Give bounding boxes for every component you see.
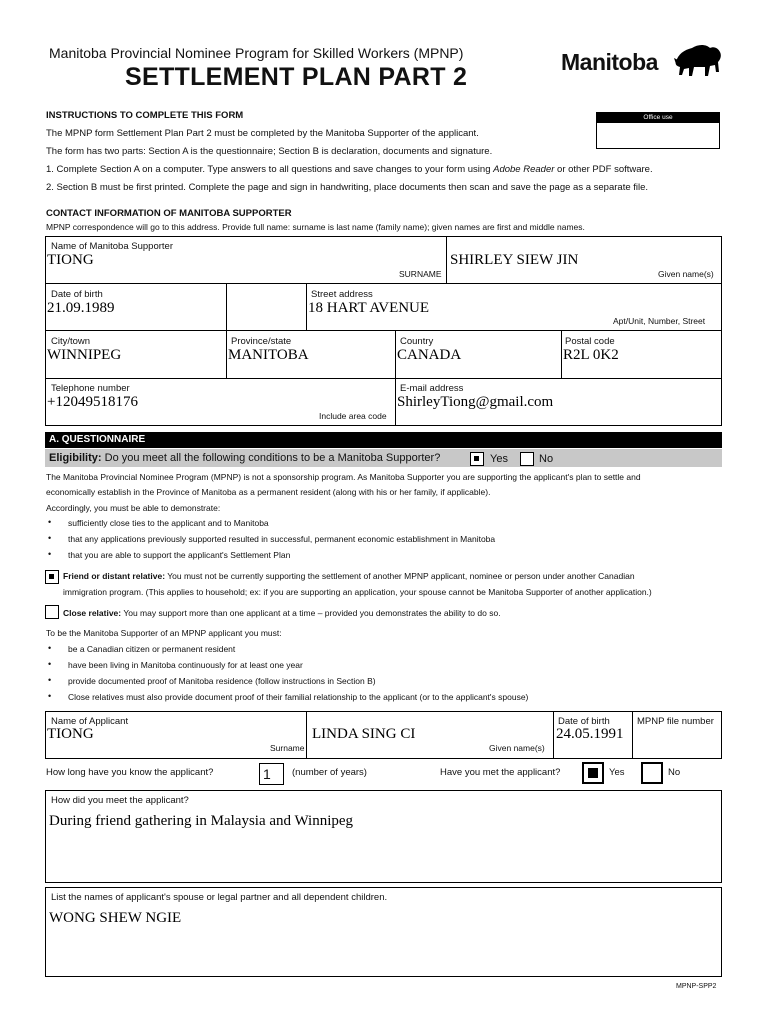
close-text: You may support more than one applicant at a time – provided you demonstrates the ability to do so. [121,608,501,618]
instruction-text: or other PDF software. [554,164,653,175]
supporter-surname-field[interactable]: TIONG [47,252,94,268]
email-field[interactable]: ShirleyTiong@gmail.com [397,394,554,410]
know-question: How long have you know the applicant? [46,767,214,778]
city-label: City/town [51,336,91,347]
postal-code-field[interactable]: R2L 0K2 [563,347,619,363]
dob-label: Date of birth [51,289,103,300]
close-relative-text [63,608,501,618]
bullet-text: sufficiently close ties to the applicant and to Manitoba [68,518,269,528]
intro-text: The Manitoba Provincial Nominee Program (MPNP) is not a sponsorship program. As Manitoba Supporter you are supporting the applicant's plan to settle and [46,472,641,482]
friend-bold: Friend or distant relative: [63,571,166,581]
bullet-text: that any applications previously supported resulted in successful, permanent economic establishment in Manitoba [68,534,496,544]
applicant-dob-field[interactable]: 24.05.1991 [556,726,624,742]
supporter-given-names-field[interactable]: SHIRLEY SIEW JIN [450,252,579,268]
applicant-given-label: Given name(s) [489,743,545,753]
friend-relative-text: immigration program. (This applies to household; ex: if you are supporting an application, your spouse cannot be Manitoba Supporter of another application.) [63,587,652,597]
bullet: • [48,517,52,527]
postal-label: Postal code [565,336,615,347]
instruction-line [46,164,653,175]
instructions-heading: INSTRUCTIONS TO COMPLETE THIS FORM [46,110,244,121]
bullet: • [48,675,52,685]
office-use-label: Office use [597,113,719,123]
office-use-box [596,112,720,149]
eligibility-text: Do you meet all the following conditions to be a Manitoba Supporter? [101,452,441,464]
form-code: MPNP-SPP2 [676,983,717,990]
applicant-given-names-field[interactable]: LINDA SING CI [312,726,416,742]
eligibility-bold: Eligibility: [49,452,102,464]
how-met-label: How did you meet the applicant? [51,795,189,806]
met-yes-checkbox[interactable] [582,762,604,784]
contact-table [45,236,722,426]
country-label: Country [400,336,434,347]
eligibility-question [49,452,440,464]
contact-subheading: MPNP correspondence will go to this address. Provide full name: surname is last name (family name); given names are first and middle names. [46,222,585,232]
eligibility-yes-checkbox[interactable] [470,452,484,466]
family-field[interactable]: WONG SHEW NGIE [49,910,182,926]
city-field[interactable]: WINNIPEG [47,347,122,363]
met-question: Have you met the applicant? [440,767,561,778]
supporter-name-label: Name of Manitoba Supporter [51,241,173,252]
section-a-header: A. QUESTIONNAIRE [45,432,722,448]
bullet-text: that you are able to support the applicant's Settlement Plan [68,550,291,560]
eligibility-yes-label: Yes [490,453,508,465]
must-heading: To be the Manitoba Supporter of an MPNP applicant you must: [46,628,282,638]
years-hint: (number of years) [292,767,367,778]
years-field[interactable]: 1 [259,763,284,785]
phone-label: Telephone number [51,383,130,394]
contact-heading: CONTACT INFORMATION OF MANITOBA SUPPORTER [46,208,292,219]
intro-text: economically establish in the Province of Manitoba as a permanent resident (along with his or her family, if applicable). [46,487,491,497]
phone-field[interactable]: +12049518176 [47,394,138,410]
close-bold: Close relative: [63,608,122,618]
street-address-field[interactable]: 18 HART AVENUE [308,300,430,316]
bullet: • [48,533,52,543]
met-no-label: No [668,767,681,778]
bullet-text: Close relatives must also provide document proof of their familial relationship to the applicant (or to the applicant's spouse) [68,692,529,702]
applicant-surname-field[interactable]: TIONG [47,726,94,742]
instruction-line: The form has two parts: Section A is the questionnaire; Section B is declaration, documents and signature. [46,146,493,157]
demonstrate-text: Accordingly, you must be able to demonstrate: [46,503,221,513]
friend-relative-text [63,571,635,581]
bullet-text: provide documented proof of Manitoba residence (follow instructions in Section B) [68,676,376,686]
adobe-reader-text: Adobe Reader [493,164,555,175]
street-label: Street address [311,289,373,300]
instruction-line: The MPNP form Settlement Plan Part 2 must be completed by the Manitoba Supporter of the applicant. [46,128,479,139]
friend-text: You must not be currently supporting the settlement of another MPNP applicant, nominee or person under another Canadian [165,571,635,581]
family-label: List the names of applicant's spouse or legal partner and all dependent children. [51,892,388,903]
province-field[interactable]: MANITOBA [228,347,309,363]
program-name: Manitoba Provincial Nominee Program for Skilled Workers (MPNP) [49,45,464,61]
bullet: • [48,643,52,653]
bullet-text: be a Canadian citizen or permanent resident [68,644,236,654]
supporter-dob-field[interactable]: 21.09.1989 [47,300,115,316]
phone-hint: Include area code [319,411,387,421]
given-names-label: Given name(s) [658,269,714,279]
eligibility-no-label: No [539,453,554,465]
bison-icon [672,42,724,80]
met-no-checkbox[interactable] [641,762,663,784]
close-relative-checkbox[interactable] [45,605,59,619]
surname-label: SURNAME [399,269,442,279]
bullet: • [48,549,52,559]
logo-text: Manitoba [561,49,658,75]
applicant-dob-label: Date of birth [558,716,610,727]
mpnp-file-label: MPNP file number [637,716,714,727]
how-met-field[interactable]: During friend gathering in Malaysia and Winnipeg [49,813,354,829]
email-label: E-mail address [400,383,464,394]
met-yes-label: Yes [609,767,625,778]
instruction-text: 1. Complete Section A on a computer. Type answers to all questions and save changes to your form using [46,164,494,175]
instruction-line: 2. Section B must be first printed. Complete the page and sign in handwriting, place documents then scan and save the page as a separate file. [46,182,649,193]
province-label: Province/state [231,336,292,347]
form-title: SETTLEMENT PLAN PART 2 [125,63,468,91]
applicant-surname-label: Surname [270,743,305,753]
bullet: • [48,691,52,701]
country-field[interactable]: CANADA [397,347,462,363]
bullet: • [48,659,52,669]
bullet-text: have been living in Manitoba continuously for at least one year [68,660,303,670]
street-hint: Apt/Unit, Number, Street [613,316,706,326]
manitoba-logo [561,42,726,82]
friend-relative-checkbox[interactable] [45,570,59,584]
eligibility-no-checkbox[interactable] [520,452,534,466]
applicant-name-label: Name of Applicant [51,716,129,727]
